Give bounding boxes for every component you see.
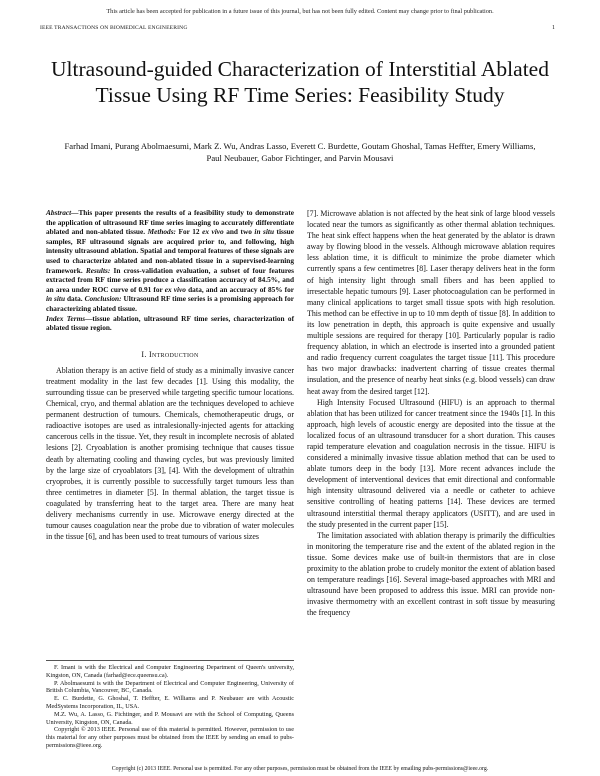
body-paragraph: High Intensity Focused Ultrasound (HIFU) is an approach to thermal ablation that has been utilized for cancer treatment since the 1940s [1]. In this approach, high levels of acoustic energy are deposited into the tissue at the localized focus of an ultrasound transducer for a short duration. This causes rapid temperature elevation and coagulation necrosis in the tissue. HIFU is considered a minimally invasive tissue ablation method that can be used to ablate tumors deep in the body [13]. More recent advances include the development of interventional devices that emit directional and conformable high intensity ultrasound delivered via a needle or catheter to achieve sensitive controlling of heating patterns [14]. These devices are termed ultrasound interstitial thermal therapy applicators (USITT), and are used in the study presented in the current paper [15].	[307, 397, 555, 529]
page-number: 1	[552, 25, 555, 31]
index-terms-label: Index Terms	[46, 313, 86, 323]
author-list: Farhad Imani, Purang Abolmaesumi, Mark Z. Wu, Andras Lasso, Everett C. Burdette, Goutam Ghoshal, Tamas Heffter, Emery Williams, Paul Neubauer, Gabor Fichtinger, and Parvin Mousavi	[64, 141, 536, 163]
ex-vivo-term: ex vivo	[164, 284, 186, 294]
footnote-copyright: Copyright © 2013 IEEE. Personal use of this material is permitted. However, permission to use this material for any other purposes must be obtained from the IEEE by sending an email to pubs-permissions@ieee.org.	[46, 726, 294, 749]
footnote: M.Z. Wu, A. Lasso, G. Fichtinger, and P. Mousavi are with the School of Computing, Queens University, Kingston, ON, Canada.	[46, 710, 294, 726]
methods-text: tissue samples, RF ultrasound signals are acquired prior to, and following, high intensity ultrasound ablation. Spatial and temporal features of these signals are used to characterize ablated and non-ablated tissue in a supervised-learning framework.	[46, 227, 294, 275]
body-paragraph: The limitation associated with ablation therapy is primarily the difficulties in monitoring the temperature rise and the extent of the ablated region in the tissue. Some devices make use of built-in thermistors that are in close proximity to the ablation probe to crudely monitor the extent of ablation based on temperature readings [16]. Several image-based approaches with MRI and ultrasound have been proposed to address this issue. MRI can provide non-invasive thermometry with an excellent contrast in soft tissue by measuring the frequency	[307, 530, 555, 618]
body-paragraph: Ablation therapy is an active field of study as a minimally invasive cancer treatment modality in the last few decades [1]. Using this modality, the surrounding tissue can be preserved while targeting specific tumour locations. Chemical, cryo, and thermal ablation are the techniques developed to achieve permanent destruction of tumours. Chemicals, chemotherapeutic drugs, or radioactive isotopes are used as intralesionally-injected agents for attacking cancerous cells in the tissue. Yet, they result in incomplete necrosis of ablated lesions [2]. Cryoablation is another promising technique that causes tissue death by alternating cooling and thawing cycles, but was previously limited by the large size of cryoablators [3], [4]. With the development of ultrathin cryoprobes, it is currently possible to successfully target tumours less than three centimetres in diameter [5]. In thermal ablation, the target tissue is coagulated by transferring heat to the target area. There are many heat delivery mechanisms currently in use. Microwave energy directed at the tumour causes coagulation near the probe due to vibration of water molecules in the tissue [6], and has been used to treat tumours of various sizes	[46, 365, 294, 542]
footnotes	[46, 660, 294, 750]
index-terms-text: —tissue ablation, ultrasound RF time series, characterization of ablated tissue region.	[46, 313, 294, 333]
left-column	[46, 208, 294, 542]
results-label: Results:	[85, 265, 111, 275]
footnote: P. Abolmaesumi is with the Department of Electrical and Computer Engineering, University of British Columbia, Vancouver, BC, Canada.	[46, 679, 294, 695]
section-numeral: I.	[141, 349, 147, 359]
methods-text: For 12	[175, 227, 203, 237]
conclusion-label: Conclusion:	[84, 294, 122, 304]
in-situ-term: in situ	[254, 227, 274, 237]
index-terms	[46, 314, 294, 333]
results-text: data.	[65, 294, 83, 304]
conclusion-text: Ultrasound RF time series is a promising approach for characterizing ablated tissue.	[46, 294, 294, 313]
methods-label: Methods:	[147, 227, 176, 237]
abstract-intro: —This paper presents the results of a feasibility study to demonstrate the application of ultrasound RF time series imaging to accurately differentiate ablated and non-ablated tissue.	[46, 208, 294, 237]
footnote: E. C. Burdette, G. Ghoshal, T. Heffter, E. Williams and P. Neubauer are with Acoustic MedSystems Incorporation, IL, USA.	[46, 695, 294, 710]
ex-vivo-term: ex vivo	[202, 227, 224, 237]
methods-text: and two	[223, 227, 255, 237]
section-title: Introduction	[148, 349, 199, 359]
abstract-label: Abstract	[46, 208, 72, 217]
results-text: In cross-validation evaluation, a subset of four features extracted from RF time series produce a classification accuracy of 84.5%, and an area under ROC curve of 0.91 for	[46, 265, 294, 294]
acceptance-notice: This article has been accepted for publication in a future issue of this journal, but has not been fully edited. Content may change prior to final publication.	[106, 8, 494, 15]
in-situ-term: in situ	[46, 294, 66, 304]
footnote: F. Imani is with the Electrical and Computer Engineering Department of Queen's university, Kingston, ON, Canada (farhad@ece.queensu.ca).	[46, 664, 294, 679]
paper-title: Ultrasound-guided Characterization of Interstitial Ablated Tissue Using RF Time Series: Feasibility Study	[51, 57, 549, 107]
results-text: data, and an accuracy of 85% for	[185, 284, 294, 294]
body-paragraph: [7]. Microwave ablation is not affected by the heat sink of large blood vessels located near the tumors as significantly as other thermal ablation techniques. The heat sink effect happens when the heat generated by the ablator is drawn away by flowing blood in the vessels. Although microwave ablation requires less ablation time, it is difficult to minimize the probe diameter which currently spans a few centimetres [8]. Laser therapy delivers heat in the form of high intensity light through small fibers and has been applied to irresectable hepatic tumours [9]. Laser photocoagulation can be performed in many clinical applications to target small tissue spots with high resolution. This method can be effective in up to 10 mm depth of tissue [8]. In addition to its low penetration in depth, this approach is quite expensive and usually multiple sessions are required for therapy [10]. Particularly popular is radio frequency ablation, in which an electrode is inserted into a grounded patient and radio frequency current coagulates the target tissue [11]. This procedure has two major drawbacks: inadvertent charring of tissue creates thermal insulation, and the presence of nearby heat sinks (e.g. blood vessels) can draw heat away from the desired target [12].	[307, 209, 555, 396]
journal-header: IEEE TRANSACTIONS ON BIOMEDICAL ENGINEERING	[40, 25, 188, 31]
copyright-footer: Copyright (c) 2013 IEEE. Personal use is permitted. For any other purposes, permission must be obtained from the IEEE by emailing pubs-permissions@ieee.org.	[111, 766, 489, 772]
abstract	[46, 208, 294, 314]
section-heading-introduction	[46, 349, 294, 360]
right-column	[307, 208, 555, 618]
